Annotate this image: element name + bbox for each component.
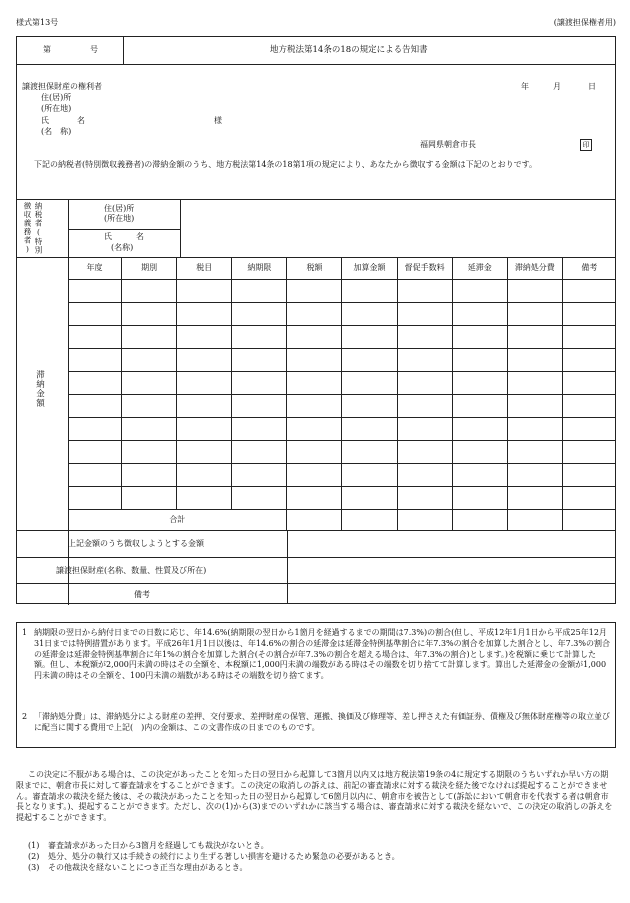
table-row xyxy=(68,464,616,487)
taxpayer-name-label-2: 名 xyxy=(136,232,144,241)
arrears-table xyxy=(68,257,616,531)
note1-text: 納期限の翌日から納付日までの日数に応じ、年14.6%(納期限の翌日から1箇月を経過するまでの期間は7.3%)の割合(但し、平成12年1月1日から平成25年12月31日までは特例措置があります。平成26年1月1日以後は、年14.6%の割合の延滞金は延滞金特例基準割合に年7.3%の割合を加算した割合とし、年7.3%の割合の延滞金は延滞金特例基準割合に年1%の割合を加算した割合(その割合が年7.3%の割合を超える場合は、年7.3%の割合)とします。)を税額に乗じて計算した額。但し、本税額が2,000円未満の時はその全額を、本税額に1,000円未満の端数がある時はその端数を切り捨てて計算します。算出した延滞金の金額が1,000円未満の時はその全額を、100円未満の端数がある時はその端数を切り捨てます。 xyxy=(34,628,610,681)
table-cell xyxy=(562,303,616,326)
table-cell xyxy=(177,349,232,372)
table-cell xyxy=(177,303,232,326)
table-cell xyxy=(397,418,452,441)
table-cell xyxy=(562,441,616,464)
table-cell xyxy=(397,372,452,395)
table-cell xyxy=(287,280,342,303)
column-header: 税目 xyxy=(177,258,232,280)
table-cell xyxy=(452,326,507,349)
number-label-2: 号 xyxy=(90,45,98,54)
seal-icon: 印 xyxy=(580,139,592,151)
table-cell xyxy=(287,303,342,326)
table-cell xyxy=(397,487,452,510)
recipient-name-label-2: 名 xyxy=(77,116,85,125)
table-cell xyxy=(177,326,232,349)
taxpayer-address-sub: (所在地) xyxy=(104,214,135,223)
table-cell xyxy=(452,487,507,510)
appeal-item-text: 審査請求があった日から3箇月を経過しても裁決がないとき。 xyxy=(48,841,269,850)
table-cell xyxy=(122,280,177,303)
total-cell xyxy=(452,510,507,532)
total-cell xyxy=(342,510,397,532)
column-header: 税額 xyxy=(287,258,342,280)
recipient-address-label: 住(居)所 xyxy=(41,93,72,102)
table-cell xyxy=(68,487,122,510)
table-cell xyxy=(68,441,122,464)
form-for-label: (譲渡担保権者用) xyxy=(553,18,616,27)
table-cell xyxy=(68,395,122,418)
table-cell xyxy=(562,487,616,510)
property-label: 譲渡担保財産(名称、数量、性質及び所在) xyxy=(56,566,207,575)
appeal-item-number: (3) xyxy=(28,862,40,872)
collect-amount-label: 上記金額のうち徴収しようとする金額 xyxy=(68,539,204,548)
table-cell xyxy=(342,372,397,395)
date-month: 月 xyxy=(553,82,561,91)
honorific: 様 xyxy=(214,116,222,125)
table-row xyxy=(68,349,616,372)
table-cell xyxy=(507,487,562,510)
table-cell xyxy=(68,303,122,326)
table-cell xyxy=(287,372,342,395)
table-cell xyxy=(397,303,452,326)
appeal-item xyxy=(28,841,608,852)
table-cell xyxy=(507,326,562,349)
table-cell xyxy=(287,441,342,464)
table-cell xyxy=(397,441,452,464)
table-cell xyxy=(452,280,507,303)
recipient-name-sub: (名 称) xyxy=(41,127,72,136)
table-cell xyxy=(287,349,342,372)
table-cell xyxy=(122,441,177,464)
table-cell xyxy=(122,372,177,395)
table-cell xyxy=(232,487,287,510)
table-cell xyxy=(562,280,616,303)
table-cell xyxy=(232,464,287,487)
table-cell xyxy=(452,418,507,441)
column-header: 滞納処分費 xyxy=(507,258,562,280)
table-cell xyxy=(342,418,397,441)
intro-text: 下記の納税者(特別徴収義務者)の滞納金額のうち、地方税法第14条の18第1項の規定により、あなたから徴収する金額は下記のとおりです。 xyxy=(34,160,538,169)
column-header: 年度 xyxy=(68,258,122,280)
table-cell xyxy=(562,464,616,487)
recipient-name-label-1: 氏 xyxy=(41,116,49,125)
table-cell xyxy=(507,464,562,487)
total-label: 合計 xyxy=(68,510,287,532)
column-header: 備考 xyxy=(562,258,616,280)
table-cell xyxy=(177,395,232,418)
table-cell xyxy=(507,303,562,326)
table-row xyxy=(68,303,616,326)
table-cell xyxy=(177,372,232,395)
table-cell xyxy=(507,349,562,372)
table-cell xyxy=(68,372,122,395)
appeal-item-number: (1) xyxy=(28,841,40,850)
column-header: 納期限 xyxy=(232,258,287,280)
arrears-side-label: 滞納金額 xyxy=(34,370,45,408)
table-cell xyxy=(122,464,177,487)
table-cell xyxy=(232,372,287,395)
table-cell xyxy=(122,303,177,326)
table-cell xyxy=(177,418,232,441)
table-cell xyxy=(232,303,287,326)
table-cell xyxy=(562,349,616,372)
date-year: 年 xyxy=(521,82,529,91)
table-row xyxy=(68,372,616,395)
table-cell xyxy=(232,349,287,372)
total-row xyxy=(68,510,616,532)
table-row xyxy=(68,280,616,303)
table-cell xyxy=(68,349,122,372)
table-cell xyxy=(177,280,232,303)
table-row xyxy=(68,326,616,349)
table-cell xyxy=(452,395,507,418)
table-cell xyxy=(68,326,122,349)
table-row xyxy=(68,395,616,418)
column-header: 加算金額 xyxy=(342,258,397,280)
table-cell xyxy=(397,326,452,349)
appeal-item-text: その他裁決を経ないことにつき正当な理由があるとき。 xyxy=(48,862,248,872)
taxpayer-name-label-1: 氏 xyxy=(104,232,112,241)
recipient-address-sub: (所在地) xyxy=(41,104,72,113)
table-cell xyxy=(342,464,397,487)
total-cell xyxy=(397,510,452,532)
table-cell xyxy=(452,349,507,372)
note2-text: 「滞納処分費」は、滞納処分による財産の差押、交付要求、差押財産の保管、運搬、換価及び修理等、差し押さえた有価証券、債権及び無体財産権等の取立並びに配当に関する費用で上記( )内の金額は、この文書作成の日までのものです。 xyxy=(34,712,610,732)
table-cell xyxy=(397,464,452,487)
remarks-label: 備考 xyxy=(134,590,150,599)
table-cell xyxy=(342,280,397,303)
table-cell xyxy=(342,487,397,510)
table-cell xyxy=(452,303,507,326)
table-cell xyxy=(177,441,232,464)
table-row xyxy=(68,487,616,510)
table-cell xyxy=(452,441,507,464)
table-cell xyxy=(397,395,452,418)
table-cell xyxy=(287,395,342,418)
table-cell xyxy=(507,418,562,441)
table-cell xyxy=(232,418,287,441)
issuer-name: 福岡県朝倉市長 xyxy=(420,140,476,149)
column-header: 督促手数料 xyxy=(397,258,452,280)
table-cell xyxy=(287,487,342,510)
note2-number: 2 xyxy=(22,712,28,721)
table-cell xyxy=(507,280,562,303)
table-cell xyxy=(287,464,342,487)
total-cell xyxy=(507,510,562,532)
appeal-text: この決定に不服がある場合は、この決定があったことを知った日の翌日から起算して3箇月以内又は地方税法第19条の4に規定する期限のうちいずれか早い方の期限までに、朝倉市長に対して審査請求をすることができます。この決定の取消しの訴えは、前記の審査請求に対する裁決を経た後でなければ提起することができません。審査請求の裁決を経た後は、その裁決があったことを知った日の翌日から起算して6箇月以内に、朝倉市を被告として(訴訟において朝倉市を代表する者は朝倉市長となります。)、提起することができます。ただし、次の(1)から(3)までのいずれかに該当する場合は、審査請求に対する裁決を経ないで、この決定の取消しの訴えを提起することができます。 xyxy=(16,770,613,823)
table-cell xyxy=(562,418,616,441)
number-label-1: 第 xyxy=(43,45,51,54)
table-cell xyxy=(342,349,397,372)
table-cell xyxy=(452,464,507,487)
total-cell xyxy=(287,510,342,532)
appeal-item xyxy=(28,863,608,874)
table-cell xyxy=(177,464,232,487)
table-cell xyxy=(68,280,122,303)
table-cell xyxy=(68,464,122,487)
appeal-items xyxy=(28,841,608,873)
table-cell xyxy=(342,326,397,349)
table-cell xyxy=(232,395,287,418)
table-cell xyxy=(507,372,562,395)
column-header: 延滞金 xyxy=(452,258,507,280)
holder-label: 譲渡担保財産の権利者 xyxy=(22,82,102,91)
column-header: 期別 xyxy=(122,258,177,280)
taxpayer-address-label: 住(居)所 xyxy=(104,204,135,213)
table-cell xyxy=(562,372,616,395)
table-cell xyxy=(342,303,397,326)
taxpayer-side-label: 納税者(特別徴収義務者) xyxy=(23,202,43,255)
table-cell xyxy=(397,280,452,303)
table-cell xyxy=(287,326,342,349)
table-cell xyxy=(342,395,397,418)
table-cell xyxy=(287,418,342,441)
table-cell xyxy=(562,395,616,418)
table-cell xyxy=(68,418,122,441)
table-cell xyxy=(122,418,177,441)
table-cell xyxy=(122,349,177,372)
table-cell xyxy=(232,280,287,303)
table-cell xyxy=(397,349,452,372)
table-cell xyxy=(452,372,507,395)
table-cell xyxy=(122,395,177,418)
date-day: 日 xyxy=(588,82,596,91)
table-cell xyxy=(122,326,177,349)
arrears-header-row xyxy=(68,258,616,280)
table-cell xyxy=(122,487,177,510)
total-cell xyxy=(562,510,616,532)
table-cell xyxy=(507,395,562,418)
table-cell xyxy=(177,487,232,510)
appeal-item xyxy=(28,852,608,863)
table-cell xyxy=(342,441,397,464)
table-cell xyxy=(232,326,287,349)
appeal-item-number: (2) xyxy=(28,851,40,861)
note1-number: 1 xyxy=(22,628,28,637)
table-row xyxy=(68,441,616,464)
table-cell xyxy=(562,326,616,349)
table-cell xyxy=(507,441,562,464)
table-cell xyxy=(232,441,287,464)
appeal-item-text: 処分、処分の執行又は手続きの続行により生ずる著しい損害を避けるため緊急の必要があるとき。 xyxy=(48,851,400,861)
form-number: 様式第13号 xyxy=(16,18,59,27)
document-title: 地方税法第14条の18の規定による告知書 xyxy=(270,45,428,55)
table-row xyxy=(68,418,616,441)
taxpayer-name-sub: (名称) xyxy=(111,243,134,252)
